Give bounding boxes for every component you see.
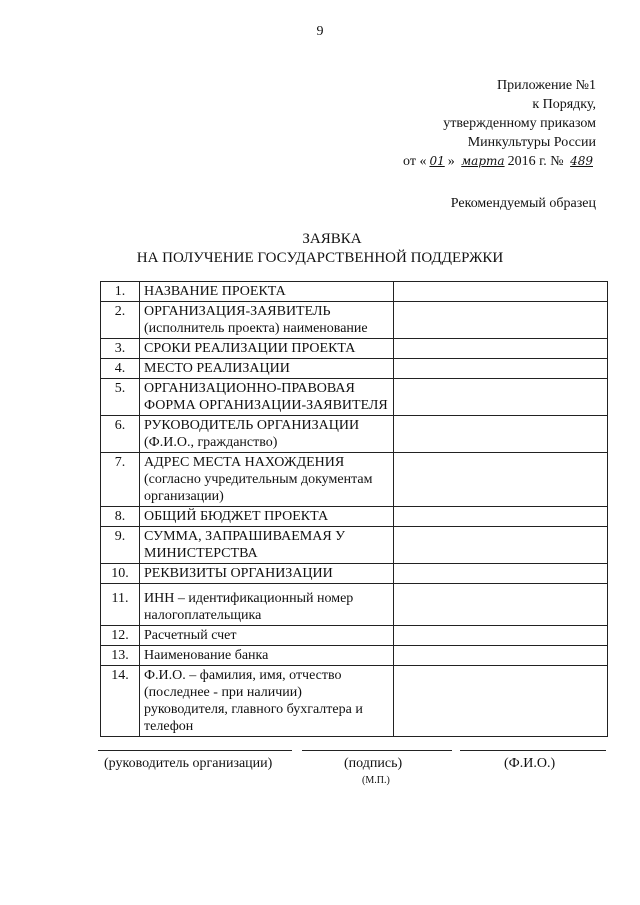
row-number: 9. (101, 527, 140, 564)
row-label: АДРЕС МЕСТА НАХОЖДЕНИЯ (согласно учредительным документам организации) (140, 453, 394, 507)
date-mid: » (447, 154, 455, 169)
sign-signature-line[interactable] (302, 750, 452, 751)
row-value-cell[interactable] (394, 379, 608, 416)
appendix-line-3: утвержденному приказом (443, 116, 596, 131)
order-number: 489 (570, 154, 593, 168)
row-value-cell[interactable] (394, 646, 608, 666)
appendix-line-2: к Порядку, (532, 97, 596, 112)
appendix-line-4: Минкультуры России (467, 135, 596, 150)
date-prefix: от « (403, 154, 427, 169)
row-number: 1. (101, 282, 140, 302)
recommended-sample: Рекомендуемый образец (450, 196, 596, 211)
row-label: Наименование банка (140, 646, 394, 666)
row-label: ОРГАНИЗАЦИЯ-ЗАЯВИТЕЛЬ (исполнитель проекта) наименование (140, 302, 394, 339)
head-signature-line[interactable] (98, 750, 292, 751)
row-value-cell[interactable] (394, 626, 608, 646)
table-row (101, 626, 608, 646)
title-line-1: ЗАЯВКА (302, 231, 362, 247)
row-label: ОБЩИЙ БЮДЖЕТ ПРОЕКТА (140, 507, 394, 527)
row-value-cell[interactable] (394, 527, 608, 564)
document-title (0, 230, 640, 268)
row-value-cell[interactable] (394, 416, 608, 453)
signature-lines (98, 750, 608, 754)
row-value-cell[interactable] (394, 339, 608, 359)
title-line-2: НА ПОЛУЧЕНИЕ ГОСУДАРСТВЕННОЙ ПОДДЕРЖКИ (136, 250, 504, 266)
order-month: марта (461, 154, 505, 168)
stamp-label: (М.П.) (362, 775, 390, 786)
table-row (101, 453, 608, 507)
fio-label: (Ф.И.О.) (504, 756, 556, 771)
row-value-cell[interactable] (394, 302, 608, 339)
row-number: 12. (101, 626, 140, 646)
row-value-cell[interactable] (394, 453, 608, 507)
table-row (101, 359, 608, 379)
row-label: РЕКВИЗИТЫ ОРГАНИЗАЦИИ (140, 564, 394, 584)
table-row (101, 527, 608, 564)
table-row (101, 666, 608, 737)
table-row (101, 302, 608, 339)
order-year: 2016 г. № (507, 154, 564, 169)
row-label: Расчетный счет (140, 626, 394, 646)
row-label: ОРГАНИЗАЦИОННО-ПРАВОВАЯ ФОРМА ОРГАНИЗАЦИИ-ЗАЯВИТЕЛЯ (140, 379, 394, 416)
row-number: 4. (101, 359, 140, 379)
table-row (101, 646, 608, 666)
row-number: 2. (101, 302, 140, 339)
row-number: 13. (101, 646, 140, 666)
head-label: (руководитель организации) (104, 756, 273, 771)
row-value-cell[interactable] (394, 564, 608, 584)
row-label: РУКОВОДИТЕЛЬ ОРГАНИЗАЦИИ (Ф.И.О., гражданство) (140, 416, 394, 453)
table-row (101, 416, 608, 453)
row-number: 5. (101, 379, 140, 416)
row-label: СРОКИ РЕАЛИЗАЦИИ ПРОЕКТА (140, 339, 394, 359)
row-label: Ф.И.О. – фамилия, имя, отчество (последнее - при наличии) руководителя, главного бухгалтера и телефон (140, 666, 394, 737)
application-table (100, 281, 608, 737)
row-value-cell[interactable] (394, 666, 608, 737)
row-number: 14. (101, 666, 140, 737)
table-row (101, 379, 608, 416)
row-value-cell[interactable] (394, 507, 608, 527)
row-label: МЕСТО РЕАЛИЗАЦИИ (140, 359, 394, 379)
appendix-line-1: Приложение №1 (497, 78, 596, 93)
row-number: 11. (101, 584, 140, 626)
page-number: 9 (316, 24, 324, 39)
table-row (101, 584, 608, 626)
row-number: 8. (101, 507, 140, 527)
table-row (101, 339, 608, 359)
row-label: НАЗВАНИЕ ПРОЕКТА (140, 282, 394, 302)
row-number: 10. (101, 564, 140, 584)
order-day: 01 (429, 154, 445, 168)
row-label: ИНН – идентификационный номер налогоплательщика (140, 584, 394, 626)
row-number: 7. (101, 453, 140, 507)
row-value-cell[interactable] (394, 584, 608, 626)
fio-signature-line[interactable] (460, 750, 606, 751)
appendix-block (403, 76, 596, 171)
table-row (101, 507, 608, 527)
row-number: 3. (101, 339, 140, 359)
order-date (403, 152, 596, 171)
row-label: СУММА, ЗАПРАШИВАЕМАЯ У МИНИСТЕРСТВА (140, 527, 394, 564)
table-row (101, 564, 608, 584)
row-value-cell[interactable] (394, 359, 608, 379)
sign-label: (подпись) (344, 756, 403, 771)
row-number: 6. (101, 416, 140, 453)
table-row (101, 282, 608, 302)
row-value-cell[interactable] (394, 282, 608, 302)
